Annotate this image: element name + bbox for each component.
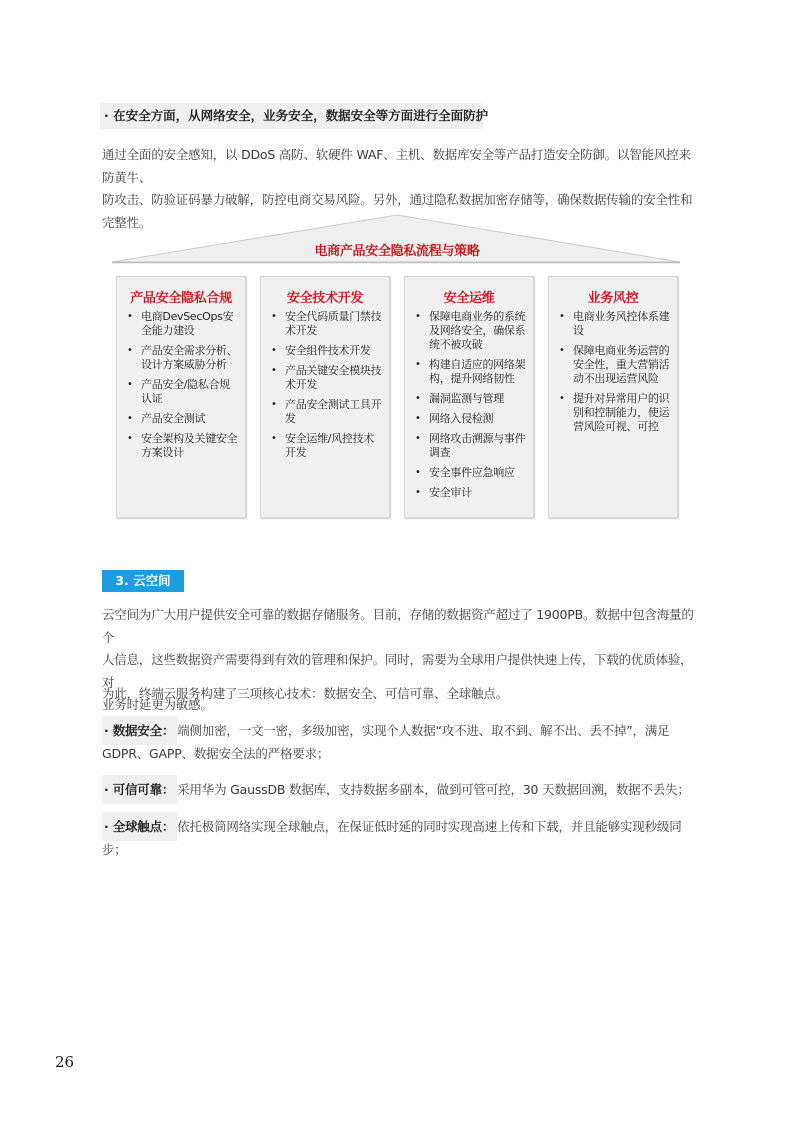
bullet-icon: • — [271, 365, 277, 376]
bullet-icon: • — [415, 487, 421, 498]
list-item: • 产品安全测试工具开发 — [271, 398, 382, 425]
point-text: 采用华为 GaussDB 数据库，支持数据多副本，做到可管可控，30 天数据回溯，数据不丢失； — [177, 782, 690, 797]
point-label: · 全球触点： — [102, 812, 177, 841]
column-security-dev — [260, 276, 390, 518]
bullet-icon: • — [127, 379, 133, 390]
list-item: • 构建自适应的网络架构，提升网络韧性 — [415, 358, 526, 385]
paragraph-line: 人信息，这些数据资产需要得到有效的管理和保护。同时，需要为全球用户提供快速上传，下载的优质体验，对 — [102, 652, 693, 690]
bullet-icon: • — [415, 393, 421, 404]
point-text: 端侧加密，一文一密，多级加密，实现个人数据“攻不进、取不到、解不出、丢不掉”，满足 — [177, 723, 670, 738]
bullet-icon: • — [559, 311, 565, 322]
column-title: 安全运维 — [443, 291, 495, 306]
column-business-risk — [548, 276, 678, 518]
list-item: • 安全审计 — [415, 486, 472, 499]
section-badge: 3. 云空间 — [102, 570, 184, 592]
point-text: GDPR、GAPP、数据安全法的严格要求； — [102, 745, 330, 761]
list-item: • 安全运维/风控技术开发 — [271, 432, 375, 459]
column-title: 安全技术开发 — [286, 291, 364, 306]
bullet-icon: • — [415, 359, 421, 370]
bullet-icon: • — [415, 433, 421, 444]
list-item: • 保障电商业务运营的安全性，重大营销活动不出现运营风险 — [559, 344, 670, 385]
list-item: • 电商业务风控体系建设 — [559, 310, 670, 337]
bullet-icon: • — [559, 345, 565, 356]
point-reliability — [102, 779, 694, 802]
list-item: • 漏洞监测与管理 — [415, 392, 504, 405]
section-header: · 在安全方面，从网络安全，业务安全，数据安全等方面进行全面防护 — [100, 103, 483, 129]
paragraph-line: 云空间为广大用户提供安全可靠的数据存储服务。目前，存储的数据资产超过了 1900PB。数据中包含海量的个 — [102, 607, 694, 645]
point-label: · 数据安全： — [102, 716, 177, 745]
bullet-icon: • — [415, 413, 421, 424]
list-item: • 安全代码质量门禁技术开发 — [271, 310, 382, 337]
list-item: • 产品安全测试 — [127, 412, 206, 425]
paragraph-line: 通过全面的安全感知，以 DDoS 高防、软硬件 WAF、主机、数据库安全等产品打造安全防御。以智能风控来防黄牛、 — [102, 147, 691, 185]
bullet-icon: • — [415, 467, 421, 478]
paragraph-line: 业务时延更为敏感。 — [102, 697, 213, 712]
bullet-icon: • — [271, 433, 277, 444]
bullet-icon: • — [127, 311, 133, 322]
page-number: 26 — [55, 1053, 75, 1071]
list-item: • 保障电商业务的系统及网络安全，确保系统不被攻破 — [415, 310, 526, 351]
column-security-ops — [404, 276, 534, 518]
column-list — [117, 310, 245, 460]
paragraph-line: 防攻击、防验证码暴力破解，防控电商交易风险。另外，通过隐私数据加密存储等，确保数据传输的安全性和完整性。 — [102, 192, 693, 230]
summary-paragraph: 为此，终端云服务构建了三项核心技术：数据安全、可信可靠、全球触点。 — [102, 686, 508, 701]
list-item: • 电商DevSecOps安全能力建设 — [127, 310, 234, 337]
point-label: · 可信可靠： — [102, 775, 177, 804]
column-list — [261, 310, 389, 460]
column-title: 产品安全隐私合规 — [130, 291, 232, 306]
list-item: • 安全事件应急响应 — [415, 466, 515, 479]
bullet-icon: • — [127, 345, 133, 356]
bullet-icon: • — [271, 399, 277, 410]
list-item: • 产品安全/隐私合规认证 — [127, 378, 231, 405]
list-item: • 产品关键安全模块技术开发 — [271, 364, 382, 391]
list-item: • 提升对异常用户的识别和控制能力，使运营风险可视、可控 — [559, 392, 670, 433]
bullet-icon: • — [415, 311, 421, 322]
column-title: 业务风控 — [587, 291, 639, 306]
list-item: • 网络入侵检测 — [415, 412, 494, 425]
list-item: • 安全架构及关键安全方案设计 — [127, 432, 238, 459]
list-item: • 网络攻击溯源与事件调查 — [415, 432, 526, 459]
point-text: 依托极简网络实现全球触点，在保证低时延的同时实现高速上传和下载，并且能够实现秒级同步； — [102, 819, 682, 857]
bullet-icon: • — [271, 311, 277, 322]
point-data-security — [102, 720, 694, 765]
list-item: • 产品安全需求分析、设计方案威胁分析 — [127, 344, 238, 371]
bullet-icon: • — [127, 433, 133, 444]
bullet-icon: • — [127, 413, 133, 424]
column-product-compliance — [116, 276, 246, 518]
diagram-title: 电商产品安全隐私流程与策略 — [314, 244, 480, 259]
bullet-icon: • — [559, 393, 565, 404]
column-list — [549, 310, 677, 434]
bullet-icon: • — [271, 345, 277, 356]
point-global-touchpoints — [102, 816, 694, 861]
list-item: • 安全组件技术开发 — [271, 344, 371, 357]
column-list — [405, 310, 533, 500]
